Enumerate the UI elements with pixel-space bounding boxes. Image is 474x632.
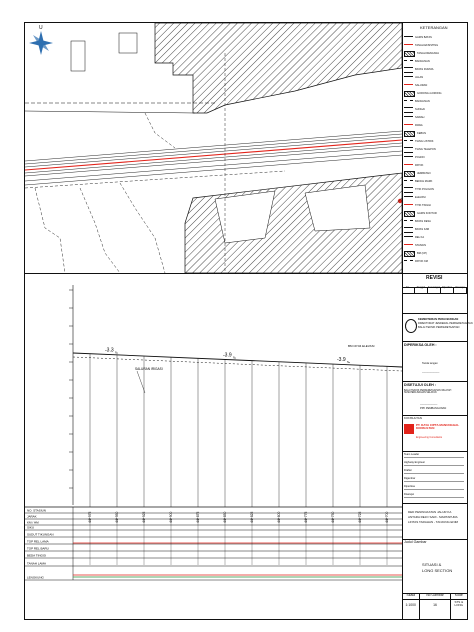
legend-item — [404, 187, 464, 193]
grade-unit: ‰ — [115, 350, 118, 355]
legend-symbol-icon — [404, 164, 413, 169]
legend-symbol-icon — [404, 44, 413, 49]
legend-label: BATAS RUMIJA — [415, 67, 434, 71]
diperiksa-title: DIPERIKSA OLEH : — [404, 343, 437, 347]
legend-symbol-icon — [404, 180, 413, 185]
nogambar-header: No Gambar — [420, 593, 449, 600]
diperiksa-name: ____________ — [422, 370, 440, 373]
legend-label: BANGUNAN — [415, 99, 430, 103]
grade-label: -3.9 — [223, 352, 232, 359]
kode-value: STS & LONG — [454, 599, 464, 607]
legend-label: TIANG LISTRIK — [415, 139, 434, 143]
legend-symbol-icon — [404, 100, 413, 105]
station-label: 44+900 — [169, 511, 174, 523]
table-row-label: KM / HM — [27, 520, 39, 525]
disetujui-box — [402, 381, 467, 416]
legend-label: GARIS BATAS — [415, 35, 432, 39]
legend-label: TANAH RENCANA — [417, 51, 440, 55]
revisi-column-header: Disetujui — [454, 287, 467, 293]
grade-unit: ‰ — [233, 355, 236, 360]
legend-label: BM (CP) — [417, 251, 427, 255]
legend-symbol-icon — [404, 227, 413, 233]
legend-item — [404, 35, 464, 41]
table-row-label: NO. STASIUN — [27, 508, 46, 513]
station-label: 44+875 — [196, 511, 201, 523]
staff-row: Team Leader — [404, 454, 464, 458]
table-row-label: JARAK — [27, 514, 37, 519]
station-label: 44+925 — [142, 511, 147, 523]
disetujui-sub: PPK PEMBANGUNAN — [420, 407, 447, 410]
note-right: BM CP.04 ELEVASI — [348, 344, 375, 348]
legend-item — [404, 67, 464, 73]
project-line-2: ANTARA REJO SARI - MARTAPURA — [408, 515, 458, 519]
legend-item — [404, 219, 464, 225]
project-line-3: LINTAS TARAHAN - TANJUNG ENIM — [408, 520, 459, 524]
legend-item — [404, 195, 464, 201]
revisi-title: REVISI — [426, 275, 443, 281]
staff-row: Drafter — [404, 470, 464, 474]
legend-label: REL KA — [415, 235, 425, 239]
judul-line-2: LONG SECTION — [422, 568, 453, 573]
legend-item — [404, 243, 464, 249]
legend-label: BATAS KAB — [415, 227, 430, 231]
skala-header: Skala — [402, 593, 419, 600]
legend-label: KEBUN — [417, 131, 426, 135]
legend-symbol-icon — [404, 156, 413, 161]
station-label: 44+950 — [115, 511, 120, 523]
legend-label: POHON — [415, 155, 425, 159]
legend-item — [404, 251, 464, 257]
disetujui-line: BALAI TEKNIK PERKERETAAPIAN WILAYAH SUMATERA BAGIAN SELATAN — [404, 390, 452, 395]
legend-item — [404, 211, 464, 217]
legend-item — [404, 155, 464, 161]
legend-item — [404, 43, 464, 49]
legend-item — [404, 259, 464, 265]
project-line-1: DED PENINGKATAN JALUR KA — [408, 510, 452, 514]
table-row-label: SUDUT TIKUNGAN — [27, 532, 54, 537]
legend-label: SUNGAI — [415, 107, 425, 111]
grade-unit: ‰ — [347, 360, 350, 365]
legend-label: BANGUNAN — [415, 59, 430, 63]
legend-symbol-icon — [404, 51, 415, 57]
legend-symbol-icon — [404, 36, 413, 41]
title-block — [402, 23, 473, 619]
table-row-label: TANAH LAMA — [27, 561, 46, 566]
legend-label: JALAN — [415, 75, 424, 79]
legend-item — [404, 75, 464, 81]
station-label: 44+850 — [223, 511, 228, 523]
long-section — [25, 275, 402, 621]
station-label: 44+800 — [277, 511, 282, 523]
legend-label: TIANG TELEPON — [415, 147, 436, 151]
legend-label: STASIUN — [415, 243, 427, 247]
legend-symbol-icon — [404, 131, 415, 137]
legend-symbol-icon — [404, 140, 413, 145]
legend-item — [404, 123, 464, 129]
disetujui-name: ____________ — [420, 402, 438, 405]
legend-item — [404, 115, 464, 121]
legend-item — [404, 227, 464, 233]
konsultan-subname: Engineering Consultants — [416, 436, 443, 439]
table-row-label: LENGKUNG — [27, 575, 44, 580]
table-row-label: BEDA TINGGI — [27, 553, 47, 558]
legend-item — [404, 171, 464, 177]
legend-label: TANAH EKSISTING — [415, 43, 439, 47]
legend-symbol-icon — [404, 107, 413, 113]
judul-title: Judul Gambar — [404, 540, 427, 544]
legend-item — [404, 147, 464, 153]
legend-symbol-icon — [404, 196, 413, 201]
grade-label: -3.3 — [105, 347, 114, 354]
legend-symbol-icon — [404, 147, 413, 153]
legend-symbol-icon — [404, 204, 413, 209]
revisi-column-header: No. — [402, 287, 415, 293]
org-line-3: BALAI TEKNIK PERKERETAAPIAN — [418, 326, 460, 329]
revisi-column-header: Diperiksa — [441, 287, 454, 293]
footer-box — [402, 593, 467, 619]
rail-axis — [25, 140, 402, 170]
legend-label: BENCH MARK — [415, 179, 433, 183]
legend-item — [404, 51, 464, 57]
table-row-label: TOP REL BARU — [27, 546, 49, 551]
diperiksa-sign-label: Tanda tangan — [422, 362, 438, 365]
konsultan-name: PT. DAYA CIPTA MANUNGGAL KONSULTAN — [416, 423, 460, 431]
staff-box — [402, 451, 467, 504]
note-left: SALURAN IRIGASI — [135, 367, 163, 371]
table-row-label: TOP REL LAMA — [27, 539, 49, 544]
table-row-label: SIKU — [27, 525, 35, 530]
legend-symbol-icon — [404, 260, 413, 265]
judul-box — [402, 539, 467, 594]
compass-label: U — [39, 25, 43, 31]
legend-symbol-icon — [404, 187, 413, 193]
org-line-2: DIREKTORAT JENDERAL PERKERETAAPIAN — [418, 322, 473, 325]
drawing-area — [25, 23, 403, 619]
disetujui-title: DISETUJUI OLEH : — [404, 383, 436, 387]
legend-item — [404, 235, 464, 241]
legend-title: KETERANGAN — [420, 25, 448, 30]
revisi-column-header: Tanggal — [415, 287, 428, 293]
legend-symbol-icon — [404, 67, 413, 73]
legend-symbol-icon — [404, 244, 413, 249]
legend-label: RAWA — [415, 123, 423, 127]
building-top — [155, 23, 402, 113]
judul-line-1: SITUASI & — [422, 562, 442, 567]
legend-symbol-icon — [404, 84, 413, 89]
revisi-table — [402, 287, 467, 314]
kode-header: Kode — [451, 593, 467, 600]
legend-item — [404, 179, 464, 185]
org-line-1: KEMENTERIAN PERHUBUNGAN — [418, 318, 459, 321]
station-label: 44+750 — [331, 511, 336, 523]
station-label: 44+725 — [358, 511, 363, 523]
staff-row: Disetujui — [404, 494, 464, 498]
legend-item — [404, 99, 464, 105]
station-label: 44+825 — [250, 511, 255, 523]
staff-row: Diperiksa — [404, 486, 464, 490]
legend-symbol-icon — [404, 124, 413, 129]
legend-symbol-icon — [404, 116, 413, 121]
legend-label: GARIS KONTUR — [417, 211, 437, 215]
situation-plan — [25, 23, 402, 273]
legend-symbol-icon — [404, 211, 415, 217]
grade-line — [73, 353, 402, 367]
legend-label: JEMBATAN — [417, 171, 431, 175]
legend-label: TITIK TINGGI — [415, 203, 431, 207]
legend-item — [404, 91, 464, 97]
project-box — [402, 503, 467, 540]
legend-item — [404, 163, 464, 169]
legend-symbol-icon — [404, 91, 415, 97]
legend-label: BATAS DESA — [415, 219, 431, 223]
consultant-logo-icon — [404, 424, 414, 434]
org-box — [402, 313, 473, 342]
legend-symbol-icon — [404, 251, 415, 257]
legend-symbol-icon — [404, 76, 413, 81]
legend-label: SAWAH — [415, 115, 425, 119]
grade-label: -3.9 — [337, 357, 346, 364]
legend — [402, 23, 467, 274]
legend-symbol-icon — [404, 171, 415, 177]
legend-item — [404, 107, 464, 113]
station-label: 44+775 — [304, 511, 309, 523]
legend-label: SALURAN — [415, 83, 428, 87]
legend-item — [404, 139, 464, 145]
legend-label: TITIK POLIGON — [415, 187, 434, 191]
legend-symbol-icon — [404, 220, 413, 225]
legend-item — [404, 203, 464, 209]
drawing-sheet — [24, 22, 473, 620]
legend-symbol-icon — [404, 60, 413, 65]
legend-label: GORONG-GORONG — [417, 91, 442, 95]
staff-row: Digambar — [404, 478, 464, 482]
legend-label: ELEVASI — [415, 195, 426, 199]
revisi-column-header: Keterangan — [428, 287, 441, 293]
konsultan-title: KONSULTAN — [404, 416, 422, 420]
legend-item — [404, 83, 464, 89]
skala-value: 1:1000 — [405, 602, 416, 607]
compass — [29, 25, 53, 55]
station-label: 44+700 — [385, 511, 390, 523]
konsultan-box — [402, 415, 467, 452]
legend-item — [404, 131, 464, 137]
staff-row: Highway Engineer — [404, 462, 464, 466]
legend-label: PATOK — [415, 163, 424, 167]
diperiksa-box — [402, 341, 467, 382]
legend-label: PATOK KM — [415, 259, 428, 263]
legend-item — [404, 59, 464, 65]
station-label: 44+975 — [88, 511, 93, 523]
nogambar-value: 16 — [433, 602, 437, 607]
legend-symbol-icon — [404, 236, 413, 241]
